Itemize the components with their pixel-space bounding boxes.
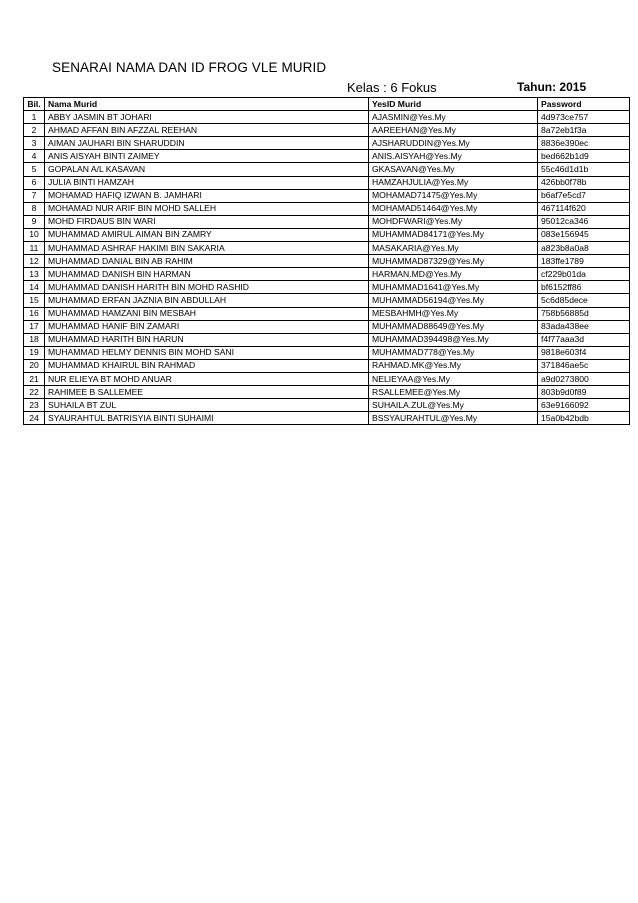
cell-bil: 5 xyxy=(24,163,45,176)
cell-bil: 11 xyxy=(24,242,45,255)
cell-nama-murid: MUHAMMAD DANIAL BIN AB RAHIM xyxy=(45,255,369,268)
cell-nama-murid: AHMAD AFFAN BIN AFZZAL REEHAN xyxy=(45,124,369,137)
table-row xyxy=(24,150,630,163)
cell-password: 5c6d85dece xyxy=(538,294,630,307)
cell-nama-murid: JULIA BINTI HAMZAH xyxy=(45,176,369,189)
cell-nama-murid: ANIS AISYAH BINTI ZAIMEY xyxy=(45,150,369,163)
cell-password: 758b56885d xyxy=(538,307,630,320)
cell-nama-murid: MUHAMMAD DANISH HARITH BIN MOHD RASHID xyxy=(45,281,369,294)
cell-password: 803b9d0f89 xyxy=(538,386,630,399)
cell-password: 083e156945 xyxy=(538,228,630,241)
cell-nama-murid: MUHAMMAD ASHRAF HAKIMI BIN SAKARIA xyxy=(45,242,369,255)
cell-password: 8a72eb1f3a xyxy=(538,124,630,137)
cell-password: 9818e603f4 xyxy=(538,346,630,359)
page-title: SENARAI NAMA DAN ID FROG VLE MURID xyxy=(52,60,327,75)
table-row xyxy=(24,163,630,176)
cell-nama-murid: NUR ELIEYA BT MOHD ANUAR xyxy=(45,372,369,385)
cell-bil: 15 xyxy=(24,294,45,307)
cell-bil: 23 xyxy=(24,399,45,412)
cell-password: 8836e390ec xyxy=(538,137,630,150)
cell-nama-murid: ABBY JASMIN BT JOHARI xyxy=(45,111,369,124)
header-nama-murid: Nama Murid xyxy=(45,98,369,111)
cell-yesid: SUHAILA.ZUL@Yes.My xyxy=(369,399,538,412)
cell-yesid: ANIS.AISYAH@Yes.My xyxy=(369,150,538,163)
table-row xyxy=(24,346,630,359)
cell-bil: 18 xyxy=(24,333,45,346)
cell-nama-murid: MUHAMMAD DANISH BIN HARMAN xyxy=(45,268,369,281)
year-label: Tahun: 2015 xyxy=(517,80,587,94)
table-row xyxy=(24,124,630,137)
cell-yesid: MOHAMAD71475@Yes.My xyxy=(369,189,538,202)
table-row xyxy=(24,255,630,268)
cell-nama-murid: MUHAMMAD KHAIRUL BIN RAHMAD xyxy=(45,359,369,372)
cell-bil: 7 xyxy=(24,189,45,202)
cell-password: 15a0b42bdb xyxy=(538,412,630,425)
cell-nama-murid: MOHAMAD HAFIQ IZWAN B. JAMHARI xyxy=(45,189,369,202)
cell-password: 371846ae5c xyxy=(538,359,630,372)
table-row xyxy=(24,215,630,228)
student-table xyxy=(23,97,630,425)
cell-nama-murid: SYAURAHTUL BATRISYIA BINTI SUHAIMI xyxy=(45,412,369,425)
cell-password: 95012ca346 xyxy=(538,215,630,228)
cell-bil: 8 xyxy=(24,202,45,215)
cell-yesid: MASAKARIA@Yes.My xyxy=(369,242,538,255)
cell-bil: 16 xyxy=(24,307,45,320)
cell-password: a823b8a0a8 xyxy=(538,242,630,255)
cell-yesid: MUHAMMAD56194@Yes.My xyxy=(369,294,538,307)
cell-bil: 22 xyxy=(24,386,45,399)
cell-bil: 19 xyxy=(24,346,45,359)
cell-yesid: AAREEHAN@Yes.My xyxy=(369,124,538,137)
table-row xyxy=(24,137,630,150)
cell-password: 55c46d1d1b xyxy=(538,163,630,176)
cell-yesid: GKASAVAN@Yes.My xyxy=(369,163,538,176)
table-row xyxy=(24,111,630,124)
cell-yesid: MUHAMMAD87329@Yes.My xyxy=(369,255,538,268)
cell-yesid: MUHAMMAD778@Yes.My xyxy=(369,346,538,359)
cell-bil: 6 xyxy=(24,176,45,189)
cell-yesid: AJASMIN@Yes.My xyxy=(369,111,538,124)
cell-nama-murid: MOHAMAD NUR ARIF BIN MOHD SALLEH xyxy=(45,202,369,215)
cell-yesid: MUHAMMAD394498@Yes.My xyxy=(369,333,538,346)
cell-yesid: NELIEYAA@Yes.My xyxy=(369,372,538,385)
cell-password: cf229b01da xyxy=(538,268,630,281)
cell-yesid: MOHAMAD51464@Yes.My xyxy=(369,202,538,215)
cell-yesid: MESBAHMH@Yes.My xyxy=(369,307,538,320)
cell-yesid: RSALLEMEE@Yes.My xyxy=(369,386,538,399)
table-row xyxy=(24,294,630,307)
table-row xyxy=(24,386,630,399)
table-row xyxy=(24,399,630,412)
cell-nama-murid: MUHAMMAD HANIF BIN ZAMARI xyxy=(45,320,369,333)
cell-nama-murid: MUHAMMAD AMIRUL AIMAN BIN ZAMRY xyxy=(45,228,369,241)
cell-bil: 2 xyxy=(24,124,45,137)
cell-bil: 17 xyxy=(24,320,45,333)
table-row xyxy=(24,189,630,202)
cell-password: bf6152ff86 xyxy=(538,281,630,294)
cell-yesid: MUHAMMAD88649@Yes.My xyxy=(369,320,538,333)
cell-yesid: HARMAN.MD@Yes.My xyxy=(369,268,538,281)
cell-bil: 10 xyxy=(24,228,45,241)
cell-yesid: RAHMAD.MK@Yes.My xyxy=(369,359,538,372)
table-row xyxy=(24,176,630,189)
cell-password: 63e9166092 xyxy=(538,399,630,412)
cell-bil: 24 xyxy=(24,412,45,425)
cell-bil: 4 xyxy=(24,150,45,163)
cell-bil: 14 xyxy=(24,281,45,294)
cell-yesid: MUHAMMAD84171@Yes.My xyxy=(369,228,538,241)
table-row xyxy=(24,268,630,281)
cell-bil: 1 xyxy=(24,111,45,124)
cell-yesid: HAMZAHJULIA@Yes.My xyxy=(369,176,538,189)
cell-bil: 3 xyxy=(24,137,45,150)
header-yesid-murid: YesID Murid xyxy=(369,98,538,111)
table-row xyxy=(24,202,630,215)
cell-password: f4f77aaa3d xyxy=(538,333,630,346)
cell-nama-murid: MUHAMMAD HARITH BIN HARUN xyxy=(45,333,369,346)
table-row xyxy=(24,412,630,425)
cell-nama-murid: GOPALAN A/L KASAVAN xyxy=(45,163,369,176)
cell-password: 4d973ce757 xyxy=(538,111,630,124)
table-row xyxy=(24,372,630,385)
cell-nama-murid: RAHIMEE B SALLEMEE xyxy=(45,386,369,399)
cell-bil: 12 xyxy=(24,255,45,268)
cell-password: bed662b1d9 xyxy=(538,150,630,163)
table-row xyxy=(24,281,630,294)
cell-nama-murid: SUHAILA BT ZUL xyxy=(45,399,369,412)
table-row xyxy=(24,320,630,333)
cell-nama-murid: MUHAMMAD ERFAN JAZNIA BIN ABDULLAH xyxy=(45,294,369,307)
header-password: Password xyxy=(538,98,630,111)
class-label: Kelas : 6 Fokus xyxy=(347,80,437,95)
student-rows xyxy=(24,111,630,425)
table-row xyxy=(24,307,630,320)
table-header-row xyxy=(24,98,630,111)
table-row xyxy=(24,333,630,346)
cell-yesid: BSSYAURAHTUL@Yes.My xyxy=(369,412,538,425)
cell-yesid: AJSHARUDDIN@Yes.My xyxy=(369,137,538,150)
table-row xyxy=(24,228,630,241)
cell-nama-murid: MOHD FIRDAUS BIN WARI xyxy=(45,215,369,228)
cell-bil: 13 xyxy=(24,268,45,281)
cell-nama-murid: AIMAN JAUHARI BIN SHARUDDIN xyxy=(45,137,369,150)
table-row xyxy=(24,359,630,372)
table-row xyxy=(24,242,630,255)
header-bil: Bil. xyxy=(24,98,45,111)
cell-password: a9d0273800 xyxy=(538,372,630,385)
cell-password: 467114f620 xyxy=(538,202,630,215)
cell-nama-murid: MUHAMMAD HELMY DENNIS BIN MOHD SANI xyxy=(45,346,369,359)
cell-yesid: MOHDFWARI@Yes.My xyxy=(369,215,538,228)
cell-password: b6af7e5cd7 xyxy=(538,189,630,202)
cell-bil: 21 xyxy=(24,372,45,385)
cell-password: 426bb0f78b xyxy=(538,176,630,189)
cell-yesid: MUHAMMAD1641@Yes.My xyxy=(369,281,538,294)
cell-password: 183ffe1789 xyxy=(538,255,630,268)
cell-bil: 9 xyxy=(24,215,45,228)
cell-nama-murid: MUHAMMAD HAMZANI BIN MESBAH xyxy=(45,307,369,320)
cell-password: 83ada438ee xyxy=(538,320,630,333)
cell-bil: 20 xyxy=(24,359,45,372)
